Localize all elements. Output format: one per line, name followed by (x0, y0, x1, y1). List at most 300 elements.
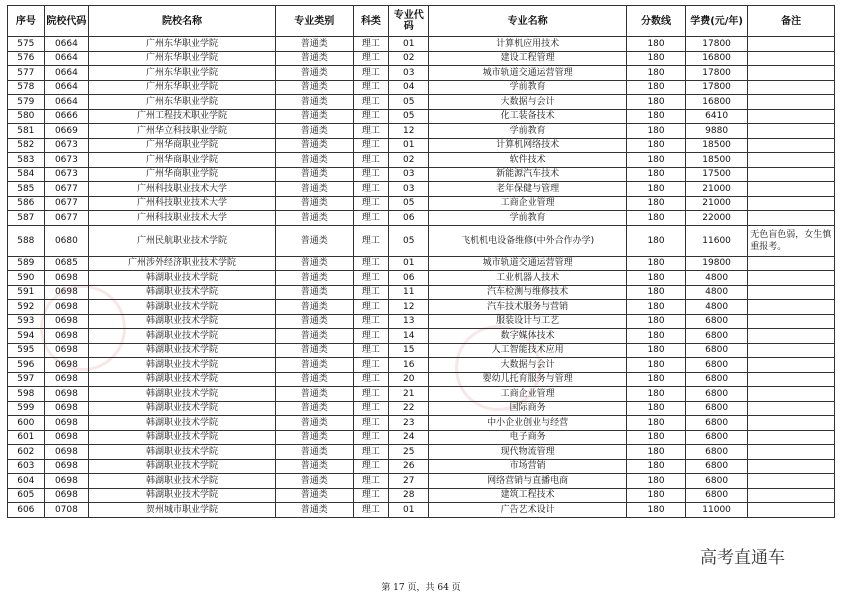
note-cell (748, 256, 835, 271)
table-row (8, 66, 835, 81)
table-cell: 普通类 (275, 37, 353, 52)
table-cell: 16800 (685, 51, 747, 66)
table-cell: 17800 (685, 80, 747, 95)
table-cell: 25 (389, 445, 429, 460)
note-cell (748, 459, 835, 474)
table-cell: 工业机器人技术 (429, 271, 627, 286)
note-cell (748, 80, 835, 95)
table-cell: 学前教育 (429, 211, 627, 226)
table-cell: 软件技术 (429, 153, 627, 168)
table-cell: 理工 (353, 271, 389, 286)
table-cell: 韩湖职业技术学院 (89, 358, 276, 373)
table-cell: 0677 (44, 211, 88, 226)
table-cell: 01 (389, 138, 429, 153)
table-cell: 韩湖职业技术学院 (89, 401, 276, 416)
table-cell: 0664 (44, 80, 88, 95)
table-cell: 180 (627, 474, 686, 489)
table-cell: 普通类 (275, 314, 353, 329)
table-cell: 建设工程管理 (429, 51, 627, 66)
table-cell: 604 (8, 474, 45, 489)
table-cell: 广州科技职业技术大学 (89, 211, 276, 226)
table-cell: 584 (8, 167, 45, 182)
table-cell: 180 (627, 329, 686, 344)
table-cell: 588 (8, 225, 45, 256)
table-cell: 180 (627, 401, 686, 416)
table-row (8, 37, 835, 52)
table-cell: 理工 (353, 66, 389, 81)
table-cell: 中小企业创业与经营 (429, 416, 627, 431)
table-cell: 广州工程技术职业学院 (89, 109, 276, 124)
table-cell: 590 (8, 271, 45, 286)
table-row (8, 474, 835, 489)
table-cell: 0698 (44, 300, 88, 315)
table-cell: 普通类 (275, 401, 353, 416)
table-cell: 计算机网络技术 (429, 138, 627, 153)
table-cell: 0669 (44, 124, 88, 139)
note-cell (748, 445, 835, 460)
table-cell: 0677 (44, 196, 88, 211)
note-cell (748, 387, 835, 402)
note-cell (748, 329, 835, 344)
table-row (8, 256, 835, 271)
table-cell: 05 (389, 95, 429, 110)
table-cell: 6800 (685, 430, 747, 445)
table-cell: 理工 (353, 358, 389, 373)
table-row (8, 51, 835, 66)
table-row (8, 211, 835, 226)
table-cell: 人工智能技术应用 (429, 343, 627, 358)
note-cell (748, 503, 835, 518)
table-cell: 03 (389, 66, 429, 81)
table-cell: 广州华商职业学院 (89, 138, 276, 153)
table-row (8, 329, 835, 344)
table-cell: 01 (389, 503, 429, 518)
table-cell: 普通类 (275, 211, 353, 226)
table-cell: 理工 (353, 211, 389, 226)
table-cell: 17800 (685, 37, 747, 52)
table-cell: 韩湖职业技术学院 (89, 430, 276, 445)
table-cell: 0698 (44, 343, 88, 358)
table-cell: 592 (8, 300, 45, 315)
table-cell: 6800 (685, 416, 747, 431)
table-cell: 602 (8, 445, 45, 460)
table-cell: 01 (389, 37, 429, 52)
table-cell: 数字媒体技术 (429, 329, 627, 344)
table-cell: 理工 (353, 124, 389, 139)
table-cell: 180 (627, 225, 686, 256)
table-cell: 0708 (44, 503, 88, 518)
table-cell: 普通类 (275, 372, 353, 387)
note-cell (748, 124, 835, 139)
note-cell (748, 401, 835, 416)
table-cell: 普通类 (275, 138, 353, 153)
table-cell: 0698 (44, 416, 88, 431)
table-row (8, 300, 835, 315)
table-row (8, 503, 835, 518)
table-cell: 05 (389, 196, 429, 211)
table-cell: 普通类 (275, 124, 353, 139)
table-cell: 180 (627, 80, 686, 95)
table-cell: 0673 (44, 138, 88, 153)
table-cell: 广州华商职业学院 (89, 167, 276, 182)
table-cell: 180 (627, 124, 686, 139)
table-cell: 596 (8, 358, 45, 373)
table-cell: 0664 (44, 95, 88, 110)
table-cell: 582 (8, 138, 45, 153)
table-cell: 9880 (685, 124, 747, 139)
table-cell: 0664 (44, 37, 88, 52)
table-cell: 普通类 (275, 256, 353, 271)
table-row (8, 358, 835, 373)
table-cell: 普通类 (275, 182, 353, 197)
table-cell: 工商企业管理 (429, 387, 627, 402)
table-cell: 180 (627, 285, 686, 300)
table-cell: 韩湖职业技术学院 (89, 343, 276, 358)
watermark-text: 高考直通车 (700, 548, 785, 568)
table-cell: 600 (8, 416, 45, 431)
table-cell: 理工 (353, 416, 389, 431)
table-cell: 汽车技术服务与营销 (429, 300, 627, 315)
table-cell: 大数据与会计 (429, 358, 627, 373)
table-row (8, 153, 835, 168)
note-cell (748, 167, 835, 182)
table-cell: 韩湖职业技术学院 (89, 474, 276, 489)
table-cell: 4800 (685, 285, 747, 300)
table-cell: 理工 (353, 372, 389, 387)
table-cell: 03 (389, 167, 429, 182)
table-cell: 21000 (685, 196, 747, 211)
table-cell: 24 (389, 430, 429, 445)
table-cell: 606 (8, 503, 45, 518)
table-cell: 180 (627, 372, 686, 387)
note-cell (748, 153, 835, 168)
table-cell: 17500 (685, 167, 747, 182)
table-cell: 理工 (353, 387, 389, 402)
table-row (8, 109, 835, 124)
table-row (8, 445, 835, 460)
table-cell: 普通类 (275, 167, 353, 182)
note-cell (748, 372, 835, 387)
table-cell: 理工 (353, 95, 389, 110)
table-row (8, 401, 835, 416)
table-cell: 599 (8, 401, 45, 416)
table-cell: 180 (627, 271, 686, 286)
table-cell: 22 (389, 401, 429, 416)
table-cell: 12 (389, 124, 429, 139)
table-cell: 577 (8, 66, 45, 81)
table-cell: 180 (627, 138, 686, 153)
table-cell: 服装设计与工艺 (429, 314, 627, 329)
table-cell: 180 (627, 358, 686, 373)
table-cell: 理工 (353, 285, 389, 300)
table-cell: 普通类 (275, 225, 353, 256)
table-cell: 0698 (44, 358, 88, 373)
table-row (8, 459, 835, 474)
table-cell: 597 (8, 372, 45, 387)
note-cell (748, 271, 835, 286)
table-cell: 04 (389, 80, 429, 95)
table-cell: 6800 (685, 372, 747, 387)
header-cell: 分数线 (627, 6, 686, 37)
table-row (8, 488, 835, 503)
table-cell: 0698 (44, 285, 88, 300)
table-cell: 广州东华职业学院 (89, 37, 276, 52)
table-cell: 韩湖职业技术学院 (89, 285, 276, 300)
table-cell: 广州东华职业学院 (89, 95, 276, 110)
table-cell: 180 (627, 109, 686, 124)
header-cell: 院校名称 (89, 6, 276, 37)
table-cell: 飞机机电设备维修(中外合作办学) (429, 225, 627, 256)
note-cell (748, 182, 835, 197)
table-cell: 理工 (353, 256, 389, 271)
header-cell: 序号 (8, 6, 45, 37)
table-cell: 普通类 (275, 300, 353, 315)
table-cell: 0698 (44, 372, 88, 387)
table-cell: 180 (627, 66, 686, 81)
table-cell: 新能源汽车技术 (429, 167, 627, 182)
table-cell: 普通类 (275, 66, 353, 81)
table-cell: 6800 (685, 343, 747, 358)
table-cell: 06 (389, 211, 429, 226)
table-cell: 普通类 (275, 196, 353, 211)
table-cell: 普通类 (275, 503, 353, 518)
table-cell: 6800 (685, 329, 747, 344)
note-cell (748, 314, 835, 329)
table-body (8, 37, 835, 518)
table-cell: 理工 (353, 225, 389, 256)
table-cell: 0664 (44, 66, 88, 81)
table-cell: 韩湖职业技术学院 (89, 329, 276, 344)
table-cell: 理工 (353, 459, 389, 474)
table-cell: 普通类 (275, 343, 353, 358)
table-cell: 22000 (685, 211, 747, 226)
table-cell: 网络营销与直播电商 (429, 474, 627, 489)
table-cell: 28 (389, 488, 429, 503)
table-cell: 广州东华职业学院 (89, 66, 276, 81)
table-cell: 601 (8, 430, 45, 445)
note-cell (748, 138, 835, 153)
table-row (8, 430, 835, 445)
table-cell: 605 (8, 488, 45, 503)
table-cell: 180 (627, 430, 686, 445)
table-cell: 理工 (353, 182, 389, 197)
table-cell: 180 (627, 343, 686, 358)
note-cell (748, 95, 835, 110)
table-cell: 18500 (685, 138, 747, 153)
table-cell: 普通类 (275, 51, 353, 66)
table-cell: 理工 (353, 474, 389, 489)
table-cell: 595 (8, 343, 45, 358)
table-cell: 27 (389, 474, 429, 489)
table-cell: 0698 (44, 430, 88, 445)
table-cell: 理工 (353, 196, 389, 211)
table-cell: 韩湖职业技术学院 (89, 488, 276, 503)
table-cell: 585 (8, 182, 45, 197)
note-cell (748, 416, 835, 431)
table-cell: 理工 (353, 300, 389, 315)
table-cell: 578 (8, 80, 45, 95)
table-cell: 0698 (44, 488, 88, 503)
table-cell: 576 (8, 51, 45, 66)
table-cell: 韩湖职业技术学院 (89, 416, 276, 431)
table-cell: 理工 (353, 37, 389, 52)
table-cell: 普通类 (275, 387, 353, 402)
table-cell: 591 (8, 285, 45, 300)
admission-table (7, 5, 835, 518)
table-row (8, 416, 835, 431)
table-cell: 理工 (353, 80, 389, 95)
table-cell: 理工 (353, 430, 389, 445)
table-cell: 180 (627, 182, 686, 197)
table-cell: 化工装备技术 (429, 109, 627, 124)
table-cell: 0698 (44, 387, 88, 402)
table-row (8, 372, 835, 387)
table-cell: 180 (627, 416, 686, 431)
table-cell: 180 (627, 153, 686, 168)
table-cell: 普通类 (275, 95, 353, 110)
note-cell (748, 211, 835, 226)
table-cell: 广州科技职业技术大学 (89, 196, 276, 211)
table-cell: 普通类 (275, 488, 353, 503)
table-row (8, 124, 835, 139)
table-cell: 16 (389, 358, 429, 373)
table-cell: 普通类 (275, 109, 353, 124)
table-cell: 0698 (44, 459, 88, 474)
table-cell: 理工 (353, 167, 389, 182)
header-cell: 专业类别 (275, 6, 353, 37)
table-cell: 0677 (44, 182, 88, 197)
table-cell: 理工 (353, 445, 389, 460)
table-cell: 180 (627, 503, 686, 518)
table-cell: 180 (627, 445, 686, 460)
header-cell: 备注 (748, 6, 835, 37)
table-cell: 180 (627, 488, 686, 503)
table-cell: 580 (8, 109, 45, 124)
table-cell: 6800 (685, 358, 747, 373)
table-cell: 12 (389, 300, 429, 315)
table-cell: 韩湖职业技术学院 (89, 271, 276, 286)
table-cell: 01 (389, 256, 429, 271)
table-cell: 16800 (685, 95, 747, 110)
header-cell: 专业代码 (389, 6, 429, 37)
table-cell: 0664 (44, 51, 88, 66)
table-cell: 普通类 (275, 285, 353, 300)
table-cell: 大数据与会计 (429, 95, 627, 110)
table-cell: 广州涉外经济职业技术学院 (89, 256, 276, 271)
table-cell: 理工 (353, 329, 389, 344)
table-cell: 理工 (353, 51, 389, 66)
table-cell: 理工 (353, 314, 389, 329)
table-cell: 韩湖职业技术学院 (89, 387, 276, 402)
table-row (8, 182, 835, 197)
table-cell: 韩湖职业技术学院 (89, 445, 276, 460)
table-cell: 普通类 (275, 459, 353, 474)
table-cell: 学前教育 (429, 124, 627, 139)
table-cell: 26 (389, 459, 429, 474)
table-cell: 汽车检测与维修技术 (429, 285, 627, 300)
note-cell (748, 109, 835, 124)
table-cell: 11 (389, 285, 429, 300)
table-cell: 21 (389, 387, 429, 402)
table-cell: 理工 (353, 138, 389, 153)
table-cell: 0673 (44, 153, 88, 168)
table-row (8, 138, 835, 153)
table-cell: 计算机应用技术 (429, 37, 627, 52)
table-cell: 21000 (685, 182, 747, 197)
note-cell (748, 358, 835, 373)
table-cell: 180 (627, 314, 686, 329)
table-cell: 05 (389, 109, 429, 124)
table-cell: 理工 (353, 109, 389, 124)
table-cell: 593 (8, 314, 45, 329)
table-row (8, 196, 835, 211)
table-cell: 589 (8, 256, 45, 271)
table-row (8, 314, 835, 329)
table-cell: 6800 (685, 401, 747, 416)
table-cell: 婴幼儿托育服务与管理 (429, 372, 627, 387)
note-cell (748, 343, 835, 358)
table-cell: 工商企业管理 (429, 196, 627, 211)
table-cell: 02 (389, 153, 429, 168)
table-cell: 城市轨道交通运营管理 (429, 256, 627, 271)
table-cell: 普通类 (275, 445, 353, 460)
table-cell: 韩湖职业技术学院 (89, 372, 276, 387)
table-row (8, 343, 835, 358)
table-cell: 594 (8, 329, 45, 344)
table-cell: 普通类 (275, 474, 353, 489)
table-cell: 6800 (685, 474, 747, 489)
table-cell: 普通类 (275, 271, 353, 286)
note-cell (748, 66, 835, 81)
table-cell: 广州东华职业学院 (89, 80, 276, 95)
header-cell: 科类 (353, 6, 389, 37)
table-cell: 韩湖职业技术学院 (89, 314, 276, 329)
table-cell: 0698 (44, 271, 88, 286)
table-cell: 普通类 (275, 416, 353, 431)
note-cell (748, 488, 835, 503)
table-cell: 603 (8, 459, 45, 474)
table-cell: 575 (8, 37, 45, 52)
table-cell: 586 (8, 196, 45, 211)
table-cell: 城市轨道交通运营管理 (429, 66, 627, 81)
table-cell: 0698 (44, 314, 88, 329)
note-cell (748, 51, 835, 66)
table-cell: 579 (8, 95, 45, 110)
table-cell: 广州华立科技职业学院 (89, 124, 276, 139)
table-cell: 14 (389, 329, 429, 344)
table-cell: 581 (8, 124, 45, 139)
table-cell: 13 (389, 314, 429, 329)
table-cell: 电子商务 (429, 430, 627, 445)
table-cell: 学前教育 (429, 80, 627, 95)
table-cell: 180 (627, 211, 686, 226)
table-cell: 0666 (44, 109, 88, 124)
table-cell: 03 (389, 182, 429, 197)
table-cell: 普通类 (275, 153, 353, 168)
table-cell: 583 (8, 153, 45, 168)
table-cell: 4800 (685, 300, 747, 315)
table-row (8, 167, 835, 182)
table-cell: 11000 (685, 503, 747, 518)
note-cell (748, 37, 835, 52)
table-cell: 587 (8, 211, 45, 226)
table-cell: 理工 (353, 343, 389, 358)
header-cell: 专业名称 (429, 6, 627, 37)
table-cell: 598 (8, 387, 45, 402)
header-cell: 院校代码 (44, 6, 88, 37)
table-cell: 0673 (44, 167, 88, 182)
table-row (8, 95, 835, 110)
